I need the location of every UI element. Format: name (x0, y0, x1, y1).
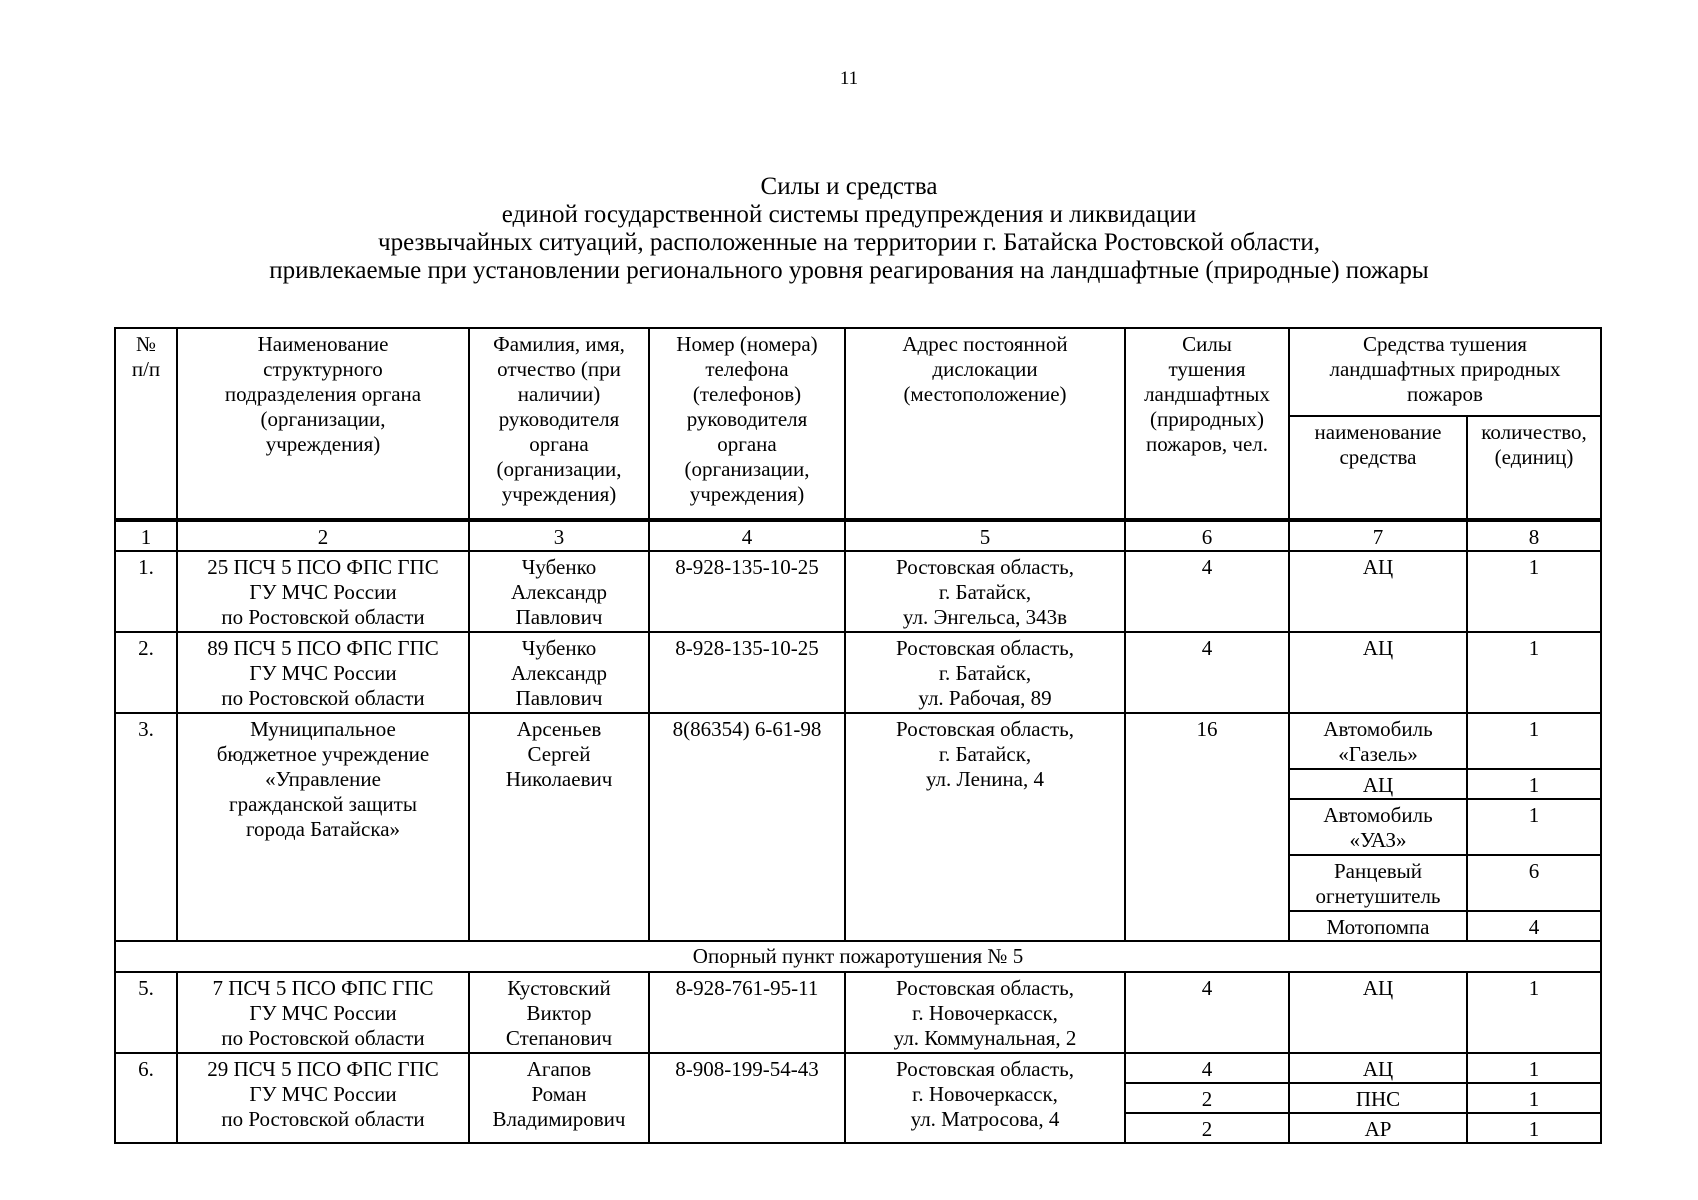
row-means-qty: 1 (1467, 1083, 1601, 1113)
row-means-name: АЦ (1289, 769, 1467, 799)
forces-table (114, 327, 1602, 1144)
row-means-name: ПНС (1289, 1083, 1467, 1113)
row-means-qty: 1 (1467, 769, 1601, 799)
row-phone: 8-908-199-54-43 (649, 1053, 845, 1143)
row-num: 3. (115, 713, 177, 941)
row-means-qty: 1 (1467, 799, 1601, 855)
section-label: Опорный пункт пожаротушения № 5 (115, 941, 1601, 972)
column-number: 3 (469, 520, 649, 551)
header-address: Адрес постоянной дислокации (местоположение) (845, 328, 1125, 520)
row-forces: 4 (1125, 632, 1289, 713)
row-unit: 89 ПСЧ 5 ПСО ФПС ГПС ГУ МЧС России по Ростовской области (177, 632, 469, 713)
column-number: 8 (1467, 520, 1601, 551)
row-forces: 4 (1125, 972, 1289, 1053)
column-numbers-row (115, 520, 1601, 551)
header-num: № п/п (115, 328, 177, 520)
row-unit: 29 ПСЧ 5 ПСО ФПС ГПС ГУ МЧС России по Ростовской области (177, 1053, 469, 1143)
row-address: Ростовская область, г. Новочеркасск, ул. Коммунальная, 2 (845, 972, 1125, 1053)
row-forces: 2 (1125, 1083, 1289, 1113)
header-head-name: Фамилия, имя, отчество (при наличии) руководителя органа (организации, учреждения) (469, 328, 649, 520)
header-row (115, 328, 1601, 416)
row-means-name: Автомобиль «Газель» (1289, 713, 1467, 769)
document-title (0, 173, 1698, 285)
row-head: Кустовский Виктор Степанович (469, 972, 649, 1053)
column-number: 2 (177, 520, 469, 551)
table-row (115, 972, 1601, 1053)
row-forces: 4 (1125, 1053, 1289, 1083)
row-means-name: Автомобиль «УАЗ» (1289, 799, 1467, 855)
page-number: 11 (839, 68, 859, 89)
row-unit: 7 ПСЧ 5 ПСО ФПС ГПС ГУ МЧС России по Ростовской области (177, 972, 469, 1053)
row-num: 1. (115, 551, 177, 632)
row-means-name: Мотопомпа (1289, 911, 1467, 941)
row-means-qty: 1 (1467, 632, 1601, 713)
title-line: чрезвычайных ситуаций, расположенные на территории г. Батайска Ростовской области, (378, 229, 1320, 256)
row-forces: 4 (1125, 551, 1289, 632)
column-number: 5 (845, 520, 1125, 551)
row-num: 5. (115, 972, 177, 1053)
column-number: 4 (649, 520, 845, 551)
header-forces: Силы тушения ландшафтных (природных) пожаров, чел. (1125, 328, 1289, 520)
row-means-qty: 1 (1467, 1053, 1601, 1083)
row-means-qty: 1 (1467, 551, 1601, 632)
row-means-name: АЦ (1289, 1053, 1467, 1083)
row-address: Ростовская область, г. Батайск, ул. Ленина, 4 (845, 713, 1125, 941)
row-address: Ростовская область, г. Новочеркасск, ул. Матросова, 4 (845, 1053, 1125, 1143)
row-phone: 8-928-135-10-25 (649, 551, 845, 632)
row-unit: Муниципальное бюджетное учреждение «Управление гражданской защиты города Батайска» (177, 713, 469, 941)
row-head: Чубенко Александр Павлович (469, 632, 649, 713)
row-unit: 25 ПСЧ 5 ПСО ФПС ГПС ГУ МЧС России по Ростовской области (177, 551, 469, 632)
header-phone: Номер (номера) телефона (телефонов) руководителя органа (организации, учреждения) (649, 328, 845, 520)
row-num: 6. (115, 1053, 177, 1143)
row-address: Ростовская область, г. Батайск, ул. Рабочая, 89 (845, 632, 1125, 713)
row-forces: 2 (1125, 1113, 1289, 1143)
table-row (115, 1053, 1601, 1083)
table-row (115, 632, 1601, 713)
row-phone: 8-928-135-10-25 (649, 632, 845, 713)
table-row (115, 713, 1601, 769)
row-head: Чубенко Александр Павлович (469, 551, 649, 632)
row-means-qty: 1 (1467, 713, 1601, 769)
title-line: привлекаемые при установлении регионального уровня реагирования на ландшафтные (природные) пожары (269, 257, 1429, 284)
row-means-qty: 1 (1467, 1113, 1601, 1143)
row-num: 2. (115, 632, 177, 713)
header-means-group: Средства тушения ландшафтных природных пожаров (1289, 328, 1601, 416)
title-line: единой государственной системы предупреждения и ликвидации (501, 201, 1197, 228)
header-means-name: наименование средства (1289, 416, 1467, 520)
section-row (115, 941, 1601, 972)
row-means-name: АЦ (1289, 551, 1467, 632)
column-number: 7 (1289, 520, 1467, 551)
row-forces: 16 (1125, 713, 1289, 941)
header-unit: Наименование структурного подразделения органа (организации, учреждения) (177, 328, 469, 520)
row-means-name: Ранцевый огнетушитель (1289, 855, 1467, 911)
column-number: 1 (115, 520, 177, 551)
row-means-name: АЦ (1289, 972, 1467, 1053)
row-means-qty: 6 (1467, 855, 1601, 911)
row-means-name: АЦ (1289, 632, 1467, 713)
row-means-qty: 4 (1467, 911, 1601, 941)
row-phone: 8-928-761-95-11 (649, 972, 845, 1053)
title-line: Силы и средства (760, 173, 938, 200)
row-address: Ростовская область, г. Батайск, ул. Энгельса, 343в (845, 551, 1125, 632)
row-phone: 8(86354) 6-61-98 (649, 713, 845, 941)
row-means-qty: 1 (1467, 972, 1601, 1053)
row-head: Арсеньев Сергей Николаевич (469, 713, 649, 941)
column-number: 6 (1125, 520, 1289, 551)
header-means-qty: количество, (единиц) (1467, 416, 1601, 520)
table-row (115, 551, 1601, 632)
row-means-name: АР (1289, 1113, 1467, 1143)
row-head: Агапов Роман Владимирович (469, 1053, 649, 1143)
